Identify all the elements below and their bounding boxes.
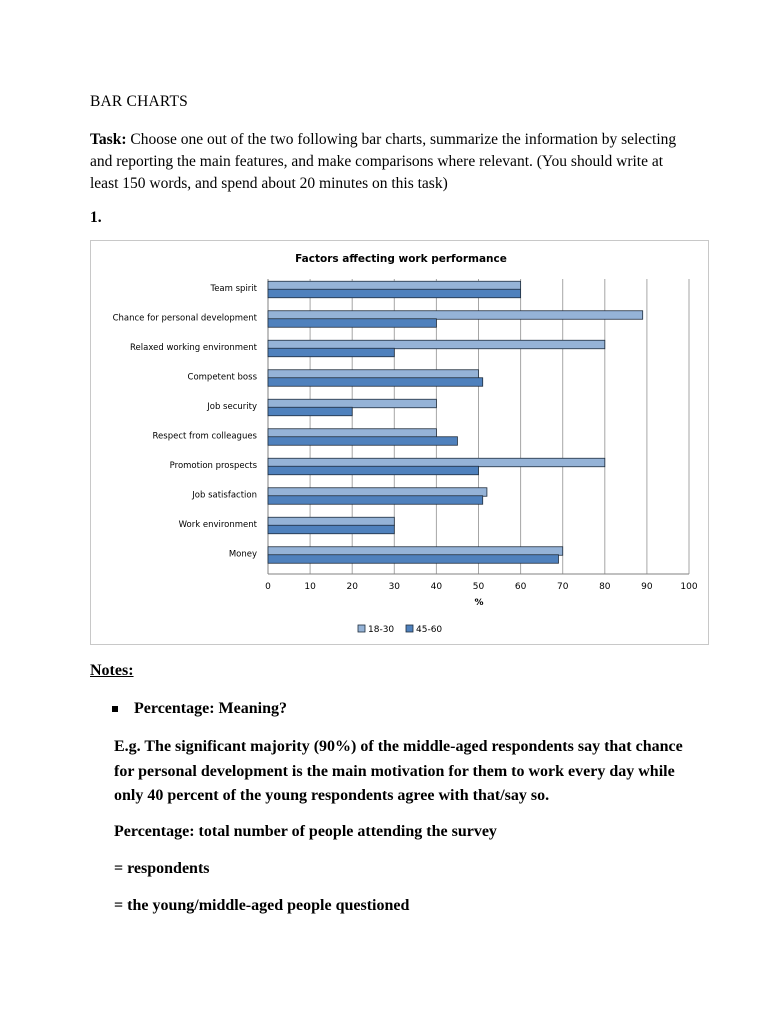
- equals-people-line: = the young/middle-aged people questioned: [114, 897, 410, 914]
- bar-45-60: [268, 348, 394, 357]
- x-tick-label: 70: [556, 582, 569, 592]
- bar-18-30: [268, 517, 394, 526]
- x-axis-label: %: [474, 598, 484, 608]
- task-label: Task:: [90, 131, 127, 148]
- category-label: Team spirit: [210, 283, 257, 294]
- item-number: 1.: [90, 209, 102, 226]
- legend-label: 18-30: [368, 625, 395, 635]
- x-tick-label: 10: [304, 582, 316, 592]
- category-label: Competent boss: [187, 372, 257, 383]
- bar-45-60: [268, 289, 521, 298]
- bar-45-60: [268, 525, 394, 534]
- x-tick-label: 100: [680, 582, 698, 592]
- definition-line: Percentage: total number of people attending the survey: [114, 823, 497, 840]
- task-text: Choose one out of the two following bar charts, summarize the information by selecting and reporting the main features, and make comparisons where relevant. (You should write at least 150 words, and spend about 20 minutes on this task): [90, 131, 677, 192]
- x-tick-label: 60: [514, 582, 527, 592]
- task-paragraph: [90, 129, 680, 195]
- x-tick-label: 90: [641, 582, 653, 592]
- bar-18-30: [268, 488, 487, 497]
- category-label: Promotion prospects: [169, 460, 257, 471]
- bar-45-60: [268, 555, 558, 564]
- chart-title: Factors affecting work performance: [295, 253, 507, 265]
- bar-18-30: [268, 311, 643, 320]
- x-tick-label: 30: [388, 582, 401, 592]
- legend: [358, 625, 442, 635]
- bar-18-30: [268, 547, 563, 556]
- x-tick-labels: [265, 582, 698, 592]
- x-tick-label: 0: [265, 582, 271, 592]
- notes-heading: Notes:: [90, 662, 134, 679]
- legend-swatch: [358, 625, 365, 632]
- x-tick-label: 80: [599, 582, 611, 592]
- bar-45-60: [268, 437, 457, 446]
- bar-45-60: [268, 378, 483, 387]
- bar-chart: [90, 240, 709, 645]
- bar-45-60: [268, 496, 483, 505]
- bullet-square-icon: [112, 706, 118, 712]
- bar-18-30: [268, 458, 605, 467]
- category-labels: [113, 284, 258, 560]
- bar-18-30: [268, 340, 605, 349]
- x-tick-label: 40: [430, 582, 443, 592]
- category-label: Chance for personal development: [112, 313, 257, 324]
- category-label: Job satisfaction: [192, 490, 257, 501]
- chart-svg: [91, 241, 710, 646]
- category-label: Respect from colleagues: [152, 431, 257, 442]
- x-tick-label: 20: [346, 582, 358, 592]
- category-label: Relaxed working environment: [130, 342, 257, 353]
- page-heading: BAR CHARTS: [90, 93, 188, 110]
- bullet-item: [112, 700, 287, 718]
- equals-respondents-line: = respondents: [114, 860, 210, 877]
- bar-18-30: [268, 370, 479, 379]
- example-paragraph: E.g. The significant majority (90%) of the middle-aged respondents say that chance for personal development is the main motivation for them to work every day while only 40 percent of the young respondents agree with that/say so.: [114, 738, 683, 804]
- bar-18-30: [268, 429, 436, 438]
- bar-18-30: [268, 399, 436, 408]
- x-tick-label: 50: [472, 582, 485, 592]
- bar-45-60: [268, 407, 352, 416]
- bars: [268, 281, 643, 563]
- category-label: Work environment: [178, 519, 257, 530]
- category-label: Job security: [207, 401, 257, 412]
- bar-45-60: [268, 319, 436, 328]
- legend-swatch: [406, 625, 413, 632]
- category-label: Money: [228, 549, 257, 560]
- bullet-text: Percentage: Meaning?: [134, 700, 287, 717]
- bar-18-30: [268, 281, 521, 290]
- bar-45-60: [268, 466, 479, 475]
- legend-label: 45-60: [416, 625, 443, 635]
